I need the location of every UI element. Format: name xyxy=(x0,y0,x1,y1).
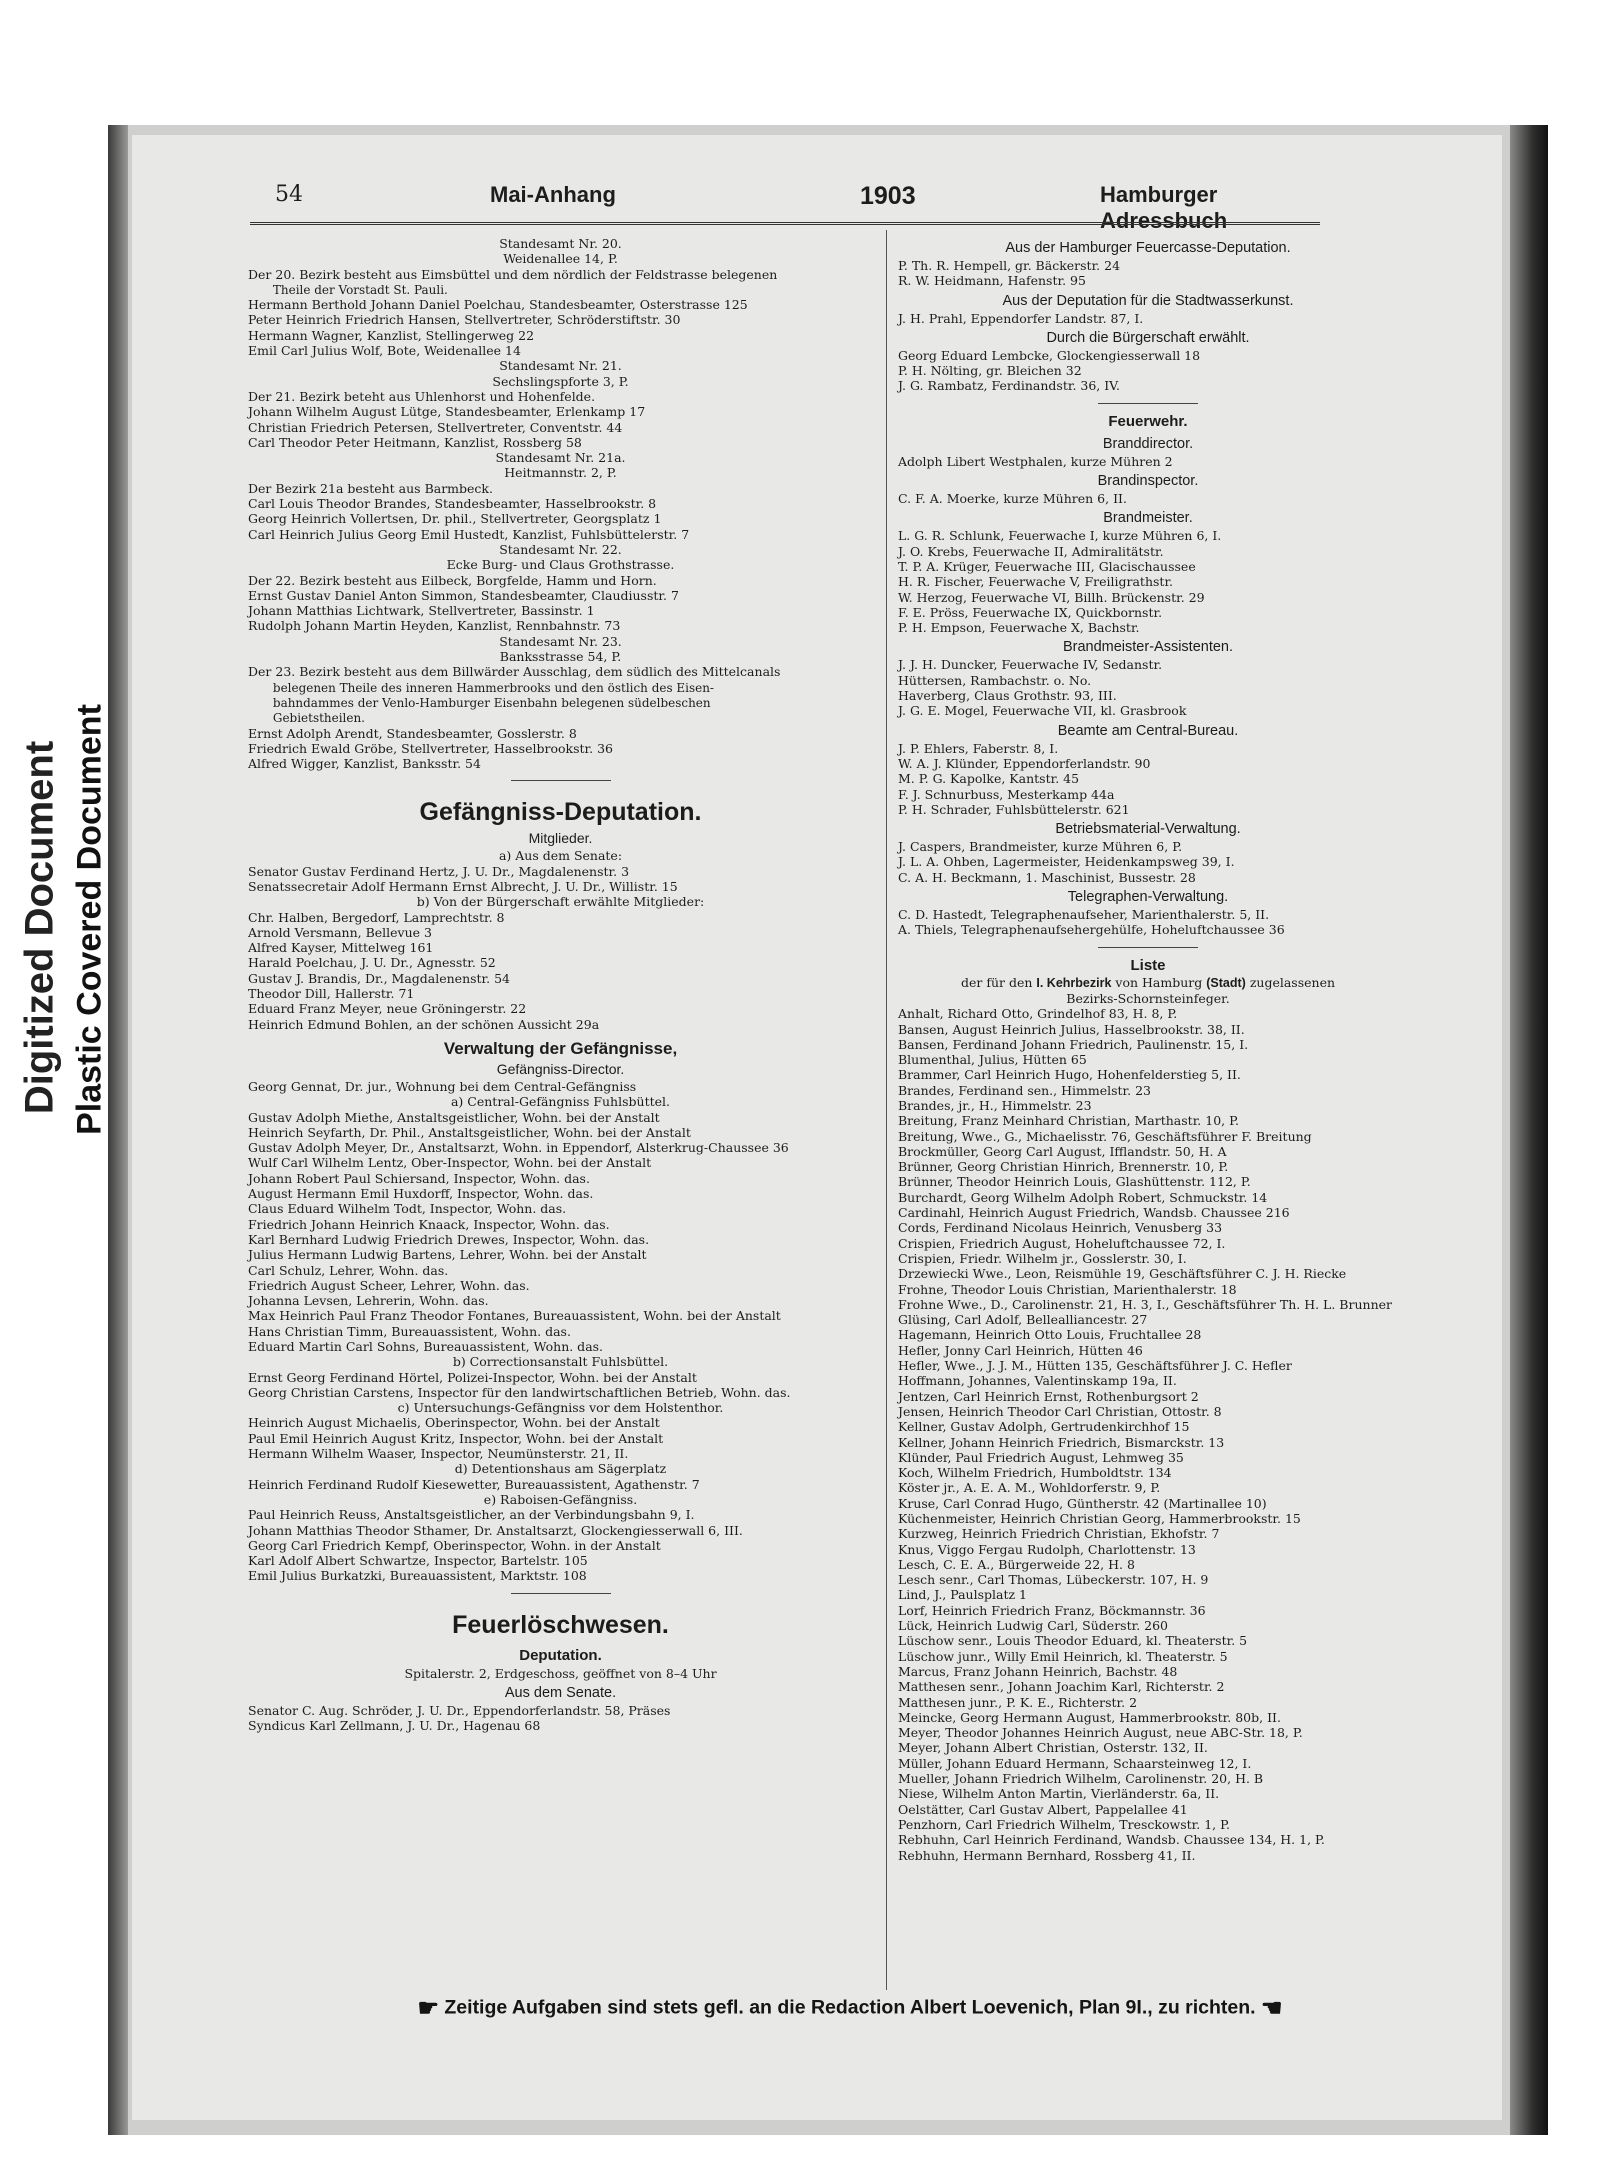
entry-line: Lorf, Heinrich Friedrich Franz, Böckmannstr. 36 xyxy=(898,1602,1206,1618)
entry-line: J. J. H. Duncker, Feuerwache IV, Sedanstr. xyxy=(898,657,1163,673)
entry-line: Carl Louis Theodor Brandes, Standesbeamter, Hasselbrookstr. 8 xyxy=(248,496,657,512)
centered-line: Standesamt Nr. 23. xyxy=(499,633,622,649)
entry-line: Crispien, Friedrich August, Hoheluftchaussee 72, I. xyxy=(898,1235,1226,1251)
entry-line: J. Caspers, Brandmeister, kurze Mühren 6, P. xyxy=(898,839,1183,855)
bold-heading: Feuerwehr. xyxy=(1108,412,1188,430)
entry-line: Paul Emil Heinrich August Kritz, Inspector, Wohn. bei der Anstalt xyxy=(248,1430,664,1446)
entry-line: Ernst Adolph Arendt, Standesbeamter, Gosslerstr. 8 xyxy=(248,725,577,741)
entry-line: Meincke, Georg Hermann August, Hammerbrookstr. 80b, II. xyxy=(898,1709,1281,1725)
group-heading: Brandinspector. xyxy=(1097,473,1199,490)
centered-line: d) Detentionshaus am Sägerplatz xyxy=(454,1461,667,1477)
year: 1903 xyxy=(860,182,916,210)
entry-line: August Hermann Emil Huxdorff, Inspector, Wohn. das. xyxy=(248,1186,594,1202)
entry-line: Carl Theodor Peter Heitmann, Kanzlist, Rossberg 58 xyxy=(248,434,582,450)
centered-line: a) Central-Gefängniss Fuhlsbüttel. xyxy=(450,1094,670,1110)
group-heading: Aus der Deputation für die Stadtwasserkunst. xyxy=(1002,292,1294,309)
entry-line: Theodor Dill, Hallerstr. 71 xyxy=(248,986,415,1002)
entry-line: Frohne, Theodor Louis Christian, Marienthalerstr. 18 xyxy=(898,1281,1237,1297)
entry-line: Kurzweg, Heinrich Friedrich Christian, Ekhofstr. 7 xyxy=(898,1526,1220,1542)
entry-line: Der Bezirk 21a besteht aus Barmbeck. xyxy=(248,480,493,496)
entry-line: Ernst Georg Ferdinand Hörtel, Polizei-Inspector, Wohn. bei der Anstalt xyxy=(248,1369,697,1385)
entry-line: Harald Poelchau, J. U. Dr., Agnesstr. 52 xyxy=(248,955,496,971)
entry-line: Niese, Wilhelm Anton Martin, Vierländerstr. 6a, II. xyxy=(898,1786,1220,1802)
entry-line: Lind, J., Paulsplatz 1 xyxy=(898,1587,1028,1603)
entry-line: Cardinahl, Heinrich August Friedrich, Wandsb. Chaussee 216 xyxy=(898,1205,1290,1221)
entry-line: Crispien, Friedr. Wilhelm jr., Gosslerstr. 30, I. xyxy=(898,1250,1187,1266)
entry-line: Klünder, Paul Friedrich August, Lehmweg 35 xyxy=(898,1449,1184,1465)
entry-line: Emil Julius Burkatzki, Bureauassistent, Marktstr. 108 xyxy=(248,1568,587,1584)
list-subtitle-part: I. Kehrbezirk xyxy=(1036,975,1112,990)
entry-line: Penzhorn, Carl Friedrich Wilhelm, Tresckowstr. 1, P. xyxy=(898,1816,1230,1832)
entry-line: J. O. Krebs, Feuerwache II, Admiralitätstr. xyxy=(898,543,1164,559)
centered-line: Bezirks-Schornsteinfeger. xyxy=(1066,990,1230,1006)
entry-line: Lüschow junr., Willy Emil Heinrich, kl. Theaterstr. 5 xyxy=(898,1648,1228,1664)
group-heading: Durch die Bürgerschaft erwählt. xyxy=(1046,329,1250,346)
centered-line: Banksstrasse 54, P. xyxy=(499,649,622,665)
footer-notice xyxy=(320,1994,1380,2024)
running-header xyxy=(140,182,1340,233)
entry-line: Gustav Adolph Miethe, Anstaltsgeistlicher, Wohn. bei der Anstalt xyxy=(248,1109,660,1125)
page-edge-shadow xyxy=(1510,125,1548,2135)
left-column xyxy=(248,236,873,1734)
centered-line: b) Von der Bürgerschaft erwählte Mitglieder: xyxy=(416,894,705,910)
entry-line: Paul Heinrich Reuss, Anstaltsgeistlicher, an der Verbindungsbahn 9, I. xyxy=(248,1507,695,1523)
entry-line: Breitung, Franz Meinhard Christian, Marthastr. 10, P. xyxy=(898,1113,1239,1129)
list-subtitle-part: von Hamburg xyxy=(1115,974,1203,990)
entry-line: R. W. Heidmann, Hafenstr. 95 xyxy=(898,273,1086,289)
entry-line: Senatssecretair Adolf Hermann Ernst Albrecht, J. U. Dr., Willistr. 15 xyxy=(248,878,678,894)
centered-line: a) Aus dem Senate: xyxy=(498,848,623,864)
entry-line: Brandes, jr., H., Himmelstr. 23 xyxy=(898,1097,1092,1113)
entry-line: Rudolph Johann Martin Heyden, Kanzlist, Rennbahnstr. 73 xyxy=(248,618,621,634)
entry-line: Kellner, Johann Heinrich Friedrich, Bismarckstr. 13 xyxy=(898,1434,1225,1450)
entry-line: J. H. Prahl, Eppendorfer Landstr. 87, I. xyxy=(898,310,1144,326)
centered-line: Standesamt Nr. 22. xyxy=(499,541,622,557)
entry-line: Brünner, Theodor Heinrich Louis, Glashüttenstr. 112, P. xyxy=(898,1174,1251,1190)
list-subtitle-part: zugelassenen xyxy=(1249,974,1336,990)
entry-line: Kruse, Carl Conrad Hugo, Güntherstr. 42 (Martinallee 10) xyxy=(898,1495,1267,1511)
entry-line: Gustav J. Brandis, Dr., Magdalenenstr. 54 xyxy=(248,970,511,986)
list-subtitle-part: der für den xyxy=(960,974,1033,990)
group-heading: Branddirector. xyxy=(1102,435,1194,452)
entry-line: Arnold Versmann, Bellevue 3 xyxy=(248,924,432,940)
entry-line: Hefler, Wwe., J. J. M., Hütten 135, Geschäftsführer J. C. Hefler xyxy=(898,1358,1292,1374)
centered-line: b) Correctionsanstalt Fuhlsbüttel. xyxy=(452,1354,669,1370)
entry-line: Burchardt, Georg Wilhelm Adolph Robert, Schmuckstr. 14 xyxy=(898,1189,1268,1205)
entry-line: Julius Hermann Ludwig Bartens, Lehrer, Wohn. bei der Anstalt xyxy=(248,1247,647,1263)
centered-line: Standesamt Nr. 20. xyxy=(499,236,622,251)
header-rule xyxy=(250,222,1320,225)
group-heading: Beamte am Central-Bureau. xyxy=(1057,722,1239,739)
entry-line: Frohne Wwe., D., Carolinenstr. 21, H. 3, I., Geschäftsführer Th. H. L. Brunner xyxy=(898,1296,1392,1312)
entry-line: Johann Matthias Lichtwark, Stellvertreter, Bassinstr. 1 xyxy=(248,603,595,619)
entry-line: Koch, Wilhelm Friedrich, Humboldtstr. 134 xyxy=(898,1465,1172,1481)
entry-line: Georg Heinrich Vollertsen, Dr. phil., Stellvertreter, Georgsplatz 1 xyxy=(248,511,662,527)
entry-line: Heinrich Edmund Bohlen, an der schönen Aussicht 29a xyxy=(248,1016,600,1032)
entry-line: Lüschow senr., Louis Theodor Eduard, kl. Theaterstr. 5 xyxy=(898,1633,1248,1649)
entry-line: Hefler, Jonny Carl Heinrich, Hütten 46 xyxy=(898,1342,1143,1358)
entry-line: P. Th. R. Hempell, gr. Bäckerstr. 24 xyxy=(898,258,1121,273)
entry-line: F. J. Schnurbuss, Mesterkamp 44a xyxy=(898,786,1115,802)
entry-line: Meyer, Theodor Johannes Heinrich August, neue ABC-Str. 18, P. xyxy=(898,1725,1303,1741)
entry-line: J. G. E. Mogel, Feuerwache VII, kl. Grasbrook xyxy=(898,703,1187,719)
entry-line: Breitung, Wwe., G., Michaelisstr. 76, Geschäftsführer F. Breitung xyxy=(898,1128,1312,1144)
entry-line: F. E. Pröss, Feuerwache IX, Quickbornstr. xyxy=(898,604,1163,620)
entry-line: Müller, Johann Eduard Hermann, Schaarsteinweg 12, I. xyxy=(898,1755,1252,1771)
entry-line: Blumenthal, Julius, Hütten 65 xyxy=(898,1052,1087,1068)
subsection-heading: Verwaltung der Gefängnisse, xyxy=(443,1038,678,1058)
pointing-hand-right-icon: ☚ xyxy=(1261,1995,1283,2022)
entry-line: Eduard Martin Carl Sohns, Bureauassistent, Wohn. das. xyxy=(248,1339,604,1354)
list-subtitle xyxy=(898,975,1398,991)
binding-shadow xyxy=(108,125,128,2135)
entry-line: Johann Robert Paul Schiersand, Inspector, Wohn. das. xyxy=(248,1170,590,1186)
entry-line: Johanna Levsen, Lehrerin, Wohn. das. xyxy=(248,1293,489,1309)
book-title: Hamburger Adressbuch xyxy=(1100,182,1228,233)
subheading: Mitglieder. xyxy=(528,830,593,847)
entry-line: Hermann Berthold Johann Daniel Poelchau, Standesbeamter, Osterstrasse 125 xyxy=(248,297,748,313)
entry-line: Hüttersen, Rambachstr. o. No. xyxy=(898,672,1092,688)
entry-line: T. P. A. Krüger, Feuerwache III, Glacischaussee xyxy=(898,558,1196,574)
entry-line: Jentzen, Carl Heinrich Ernst, Rothenburgsort 2 xyxy=(898,1388,1199,1404)
entry-line: Jensen, Heinrich Theodor Carl Christian, Ottostr. 8 xyxy=(898,1403,1222,1419)
centered-line: Standesamt Nr. 21. xyxy=(499,358,622,374)
footer-text: Zeitige Aufgaben sind stets gefl. an die Redaction Albert Loevenich, Plan 9I., zu richten. xyxy=(444,1996,1256,2019)
entry-continuation: Gebietstheilen. xyxy=(272,710,365,726)
entry-line: Der 20. Bezirk besteht aus Eimsbüttel und dem nördlich der Feldstrasse belegenen xyxy=(248,266,778,282)
entry-line: Haverberg, Claus Grothstr. 93, III. xyxy=(898,688,1117,704)
centered-line: c) Untersuchungs-Gefängniss vor dem Holstenthor. xyxy=(397,1400,724,1416)
entry-line: Heinrich Seyfarth, Dr. Phil., Anstaltsgeistlicher, Wohn. bei der Anstalt xyxy=(248,1124,691,1140)
entry-line: Ernst Gustav Daniel Anton Simmon, Standesbeamter, Claudiusstr. 7 xyxy=(248,587,679,603)
entry-line: Brünner, Georg Christian Hinrich, Brennerstr. 10, P. xyxy=(898,1159,1229,1175)
entry-line: Syndicus Karl Zellmann, J. U. Dr., Hagenau 68 xyxy=(248,1718,541,1734)
entry-line: Der 21. Bezirk beteht aus Uhlenhorst und Hohenfelde. xyxy=(248,388,596,404)
entry-line: M. P. G. Kapolke, Kantstr. 45 xyxy=(898,771,1080,787)
entry-line: Friedrich Ewald Gröbe, Stellvertreter, Hasselbrookstr. 36 xyxy=(248,740,613,756)
entry-line: Knus, Viggo Fergau Rudolph, Charlottenstr. 13 xyxy=(898,1541,1196,1557)
entry-line: Lesch senr., Carl Thomas, Lübeckerstr. 107, H. 9 xyxy=(898,1572,1209,1588)
entry-line: Kellner, Gustav Adolph, Gertrudenkirchhof 15 xyxy=(898,1419,1190,1435)
entry-line: L. G. R. Schlunk, Feuerwache I, kurze Mühren 6, I. xyxy=(898,528,1222,544)
entry-line: Georg Eduard Lembcke, Glockengiesserwall 18 xyxy=(898,347,1201,363)
section-rule xyxy=(511,1593,611,1594)
side-label-cut xyxy=(17,560,62,1280)
entry-line: Max Heinrich Paul Franz Theodor Fontanes, Bureauassistent, Wohn. bei der Anstalt xyxy=(248,1308,781,1324)
centered-line: Weidenallee 14, P. xyxy=(503,251,618,267)
entry-line: Der 23. Bezirk besteht aus dem Billwärder Ausschlag, dem südlich des Mittelcanals xyxy=(248,664,781,680)
section-rule xyxy=(1098,947,1198,948)
entry-line: Johann Matthias Theodor Sthamer, Dr. Anstaltsarzt, Glockengiesserwall 6, III. xyxy=(248,1522,743,1538)
entry-line: Wulf Carl Wilhelm Lentz, Ober-Inspector, Wohn. bei der Anstalt xyxy=(248,1155,652,1171)
entry-line: Rebhuhn, Hermann Bernhard, Rossberg 41, II. xyxy=(898,1847,1196,1863)
entry-line: Marcus, Franz Johann Heinrich, Bachstr. 48 xyxy=(898,1663,1178,1679)
entry-line: P. H. Nölting, gr. Bleichen 32 xyxy=(898,363,1082,379)
entry-line: W. Herzog, Feuerwache VI, Billh. Brückenstr. 29 xyxy=(898,589,1205,605)
entry-line: Claus Eduard Wilhelm Todt, Inspector, Wohn. das. xyxy=(248,1201,567,1217)
centered-line: Sechslingspforte 3, P. xyxy=(492,373,629,389)
entry-continuation: belegenen Theile des inneren Hammerbrooks und den östlich des Eisen- xyxy=(272,679,714,695)
entry-line: Alfred Wigger, Kanzlist, Banksstr. 54 xyxy=(248,756,481,772)
subheading: Gefängniss-Director. xyxy=(496,1060,625,1077)
page-number: 54 xyxy=(275,182,303,207)
entry-line: P. H. Schrader, Fuhlsbüttelerstr. 621 xyxy=(898,801,1130,817)
entry-line: Küchenmeister, Heinrich Christian Georg, Hammerbrookstr. 15 xyxy=(898,1511,1301,1526)
entry-line: J. P. Ehlers, Faberstr. 8, I. xyxy=(898,740,1059,756)
centered-line: Spitalerstr. 2, Erdgeschoss, geöffnet von 8–4 Uhr xyxy=(404,1665,717,1681)
entry-line: Oelstätter, Carl Gustav Albert, Pappelallee 41 xyxy=(898,1801,1188,1817)
entry-line: Georg Christian Carstens, Inspector für den landwirtschaftlichen Betrieb, Wohn. das. xyxy=(248,1384,791,1400)
column-divider xyxy=(886,230,887,1990)
entry-line: C. F. A. Moerke, kurze Mühren 6, II. xyxy=(898,491,1127,507)
entry-line: Karl Adolf Albert Schwartze, Inspector, Bartelstr. 105 xyxy=(248,1553,588,1569)
entry-line: Lesch, C. E. A., Bürgerweide 22, H. 8 xyxy=(898,1556,1135,1572)
side-label-band-text: Digitized Document xyxy=(17,740,62,1115)
entry-line: Karl Bernhard Ludwig Friedrich Drewes, Inspector, Wohn. das. xyxy=(248,1231,650,1247)
entry-line: Chr. Halben, Bergedorf, Lamprechtstr. 8 xyxy=(248,909,505,925)
entry-line: Brandes, Ferdinand sen., Himmelstr. 23 xyxy=(898,1082,1151,1098)
entry-line: Heinrich Ferdinand Rudolf Kiesewetter, Bureauassistent, Agathenstr. 7 xyxy=(248,1476,700,1492)
entry-line: Gustav Adolph Meyer, Dr., Anstaltsarzt, Wohn. in Eppendorf, Alsterkrug-Chaussee 36 xyxy=(248,1140,789,1156)
entry-line: C. D. Hastedt, Telegraphenaufseher, Marienthalerstr. 5, II. xyxy=(898,907,1270,923)
pointing-hand-left-icon: ☛ xyxy=(417,1995,439,2022)
entry-line: Glüsing, Carl Adolf, Bellealliancestr. 27 xyxy=(898,1312,1148,1328)
entry-line: Anhalt, Richard Otto, Grindelhof 83, H. 8, P. xyxy=(898,1006,1178,1022)
right-column xyxy=(898,236,1398,1863)
entry-line: Hermann Wilhelm Waaser, Inspector, Neumünsterstr. 21, II. xyxy=(248,1446,629,1462)
entry-line: Brammer, Carl Heinrich Hugo, Hohenfelderstieg 5, II. xyxy=(898,1067,1241,1083)
entry-line: Friedrich August Scheer, Lehrer, Wohn. das. xyxy=(248,1277,530,1293)
bold-heading: Deputation. xyxy=(519,1646,602,1664)
centered-line: Ecke Burg- und Claus Grothstrasse. xyxy=(446,557,675,573)
entry-line: A. Thiels, Telegraphenaufsehergehülfe, Hoheluftchaussee 36 xyxy=(898,922,1285,938)
entry-continuation: bahndammes der Venlo-Hamburger Eisenbahn belegenen südelbeschen xyxy=(272,694,711,710)
entry-line: Matthesen junr., P. K. E., Richterstr. 2 xyxy=(898,1694,1138,1710)
entry-line: C. A. H. Beckmann, 1. Maschinist, Bussestr. 28 xyxy=(898,869,1196,885)
entry-line: Lück, Heinrich Ludwig Carl, Süderstr. 260 xyxy=(898,1618,1169,1634)
entry-line: Hoffmann, Johannes, Valentinskamp 19a, II. xyxy=(898,1373,1177,1389)
entry-line: Johann Wilhelm August Lütge, Standesbeamter, Erlenkamp 17 xyxy=(248,404,646,420)
entry-line: P. H. Empson, Feuerwache X, Bachstr. xyxy=(898,620,1140,636)
entry-line: J. G. Rambatz, Ferdinandstr. 36, IV. xyxy=(898,378,1120,394)
group-heading: Brandmeister-Assistenten. xyxy=(1062,639,1234,656)
entry-line: Heinrich August Michaelis, Oberinspector, Wohn. bei der Anstalt xyxy=(248,1415,660,1431)
entry-line: Matthesen senr., Johann Joachim Karl, Richterstr. 2 xyxy=(898,1679,1225,1695)
entry-line: Der 22. Bezirk besteht aus Eilbeck, Borgfelde, Hamm und Horn. xyxy=(248,572,657,588)
entry-line: Bansen, Ferdinand Johann Friedrich, Paulinenstr. 15, I. xyxy=(898,1036,1249,1052)
entry-line: Adolph Libert Westphalen, kurze Mühren 2 xyxy=(898,453,1173,469)
side-label xyxy=(17,560,120,1280)
entry-line: Carl Heinrich Julius Georg Emil Hustedt, Kanzlist, Fuhlsbüttelerstr. 7 xyxy=(248,526,690,542)
entry-line: Hermann Wagner, Kanzlist, Stellingerweg 22 xyxy=(248,327,535,343)
entry-line: Hagemann, Heinrich Otto Louis, Fruchtallee 28 xyxy=(898,1327,1202,1343)
entry-continuation: Theile der Vorstadt St. Pauli. xyxy=(272,281,448,297)
section-heading: Gefängniss-Deputation. xyxy=(419,798,702,827)
entry-line: Mueller, Johann Friedrich Wilhelm, Carolinenstr. 20, H. B xyxy=(898,1771,1264,1787)
entry-line: Drzewiecki Wwe., Leon, Reismühle 19, Geschäftsführer C. J. H. Riecke xyxy=(898,1266,1347,1282)
centered-line: Standesamt Nr. 21a. xyxy=(495,450,626,466)
entry-line: Senator Gustav Ferdinand Hertz, J. U. Dr., Magdalenenstr. 3 xyxy=(248,863,630,879)
group-heading: Aus dem Senate. xyxy=(504,1685,617,1702)
entry-line: Hans Christian Timm, Bureauassistent, Wohn. das. xyxy=(248,1323,571,1339)
section-rule xyxy=(511,780,611,781)
entry-line: Friedrich Johann Heinrich Knaack, Inspector, Wohn. das. xyxy=(248,1216,610,1232)
group-heading: Aus der Hamburger Feuercasse-Deputation. xyxy=(1005,240,1291,256)
entry-line: H. R. Fischer, Feuerwache V, Freiligrathstr. xyxy=(898,574,1174,590)
centered-line: e) Raboisen-Gefängniss. xyxy=(483,1491,638,1507)
entry-line: Peter Heinrich Friedrich Hansen, Stellvertreter, Schröderstiftstr. 30 xyxy=(248,312,681,328)
entry-line: Georg Gennat, Dr. jur., Wohnung bei dem Central-Gefängniss xyxy=(248,1078,637,1094)
side-label-main-text: Plastic Covered Document xyxy=(70,704,109,1135)
entry-line: J. L. A. Ohben, Lagermeister, Heidenkampsweg 39, I. xyxy=(898,854,1235,870)
entry-line: Christian Friedrich Petersen, Stellvertreter, Conventstr. 44 xyxy=(248,419,623,435)
entry-line: Georg Carl Friedrich Kempf, Oberinspector, Wohn. in der Anstalt xyxy=(248,1537,661,1553)
entry-line: Bansen, August Heinrich Julius, Hasselbrookstr. 38, II. xyxy=(898,1021,1245,1037)
entry-line: Cords, Ferdinand Nicolaus Heinrich, Venusberg 33 xyxy=(898,1220,1223,1236)
list-title: Liste xyxy=(1130,956,1166,974)
section-rule xyxy=(1098,403,1198,404)
entry-line: W. A. J. Klünder, Eppendorferlandstr. 90 xyxy=(898,755,1151,771)
entry-line: Eduard Franz Meyer, neue Gröningerstr. 22 xyxy=(248,1001,527,1017)
entry-line: Carl Schulz, Lehrer, Wohn. das. xyxy=(248,1262,449,1278)
group-heading: Betriebsmaterial-Verwaltung. xyxy=(1055,821,1241,838)
entry-line: Rebhuhn, Carl Heinrich Ferdinand, Wandsb. Chaussee 134, H. 1, P. xyxy=(898,1832,1325,1848)
section-title: Mai-Anhang xyxy=(490,182,616,207)
section-heading: Feuerlöschwesen. xyxy=(452,1610,669,1639)
entry-line: Alfred Kayser, Mittelweg 161 xyxy=(248,940,434,956)
entry-line: Emil Carl Julius Wolf, Bote, Weidenallee 14 xyxy=(248,343,521,359)
entry-line: Senator C. Aug. Schröder, J. U. Dr., Eppendorferlandstr. 58, Präses xyxy=(248,1703,671,1719)
centered-line: Heitmannstr. 2, P. xyxy=(504,465,617,481)
entry-line: Meyer, Johann Albert Christian, Osterstr. 132, II. xyxy=(898,1740,1208,1756)
entry-line: Brockmüller, Georg Carl August, Ifflandstr. 50, H. A xyxy=(898,1143,1227,1159)
group-heading: Telegraphen-Verwaltung. xyxy=(1067,889,1229,906)
list-subtitle-part: (Stadt) xyxy=(1206,975,1246,990)
entry-line: Köster jr., A. E. A. M., Wohldorferstr. 9, P. xyxy=(898,1480,1161,1496)
group-heading: Brandmeister. xyxy=(1103,510,1193,527)
